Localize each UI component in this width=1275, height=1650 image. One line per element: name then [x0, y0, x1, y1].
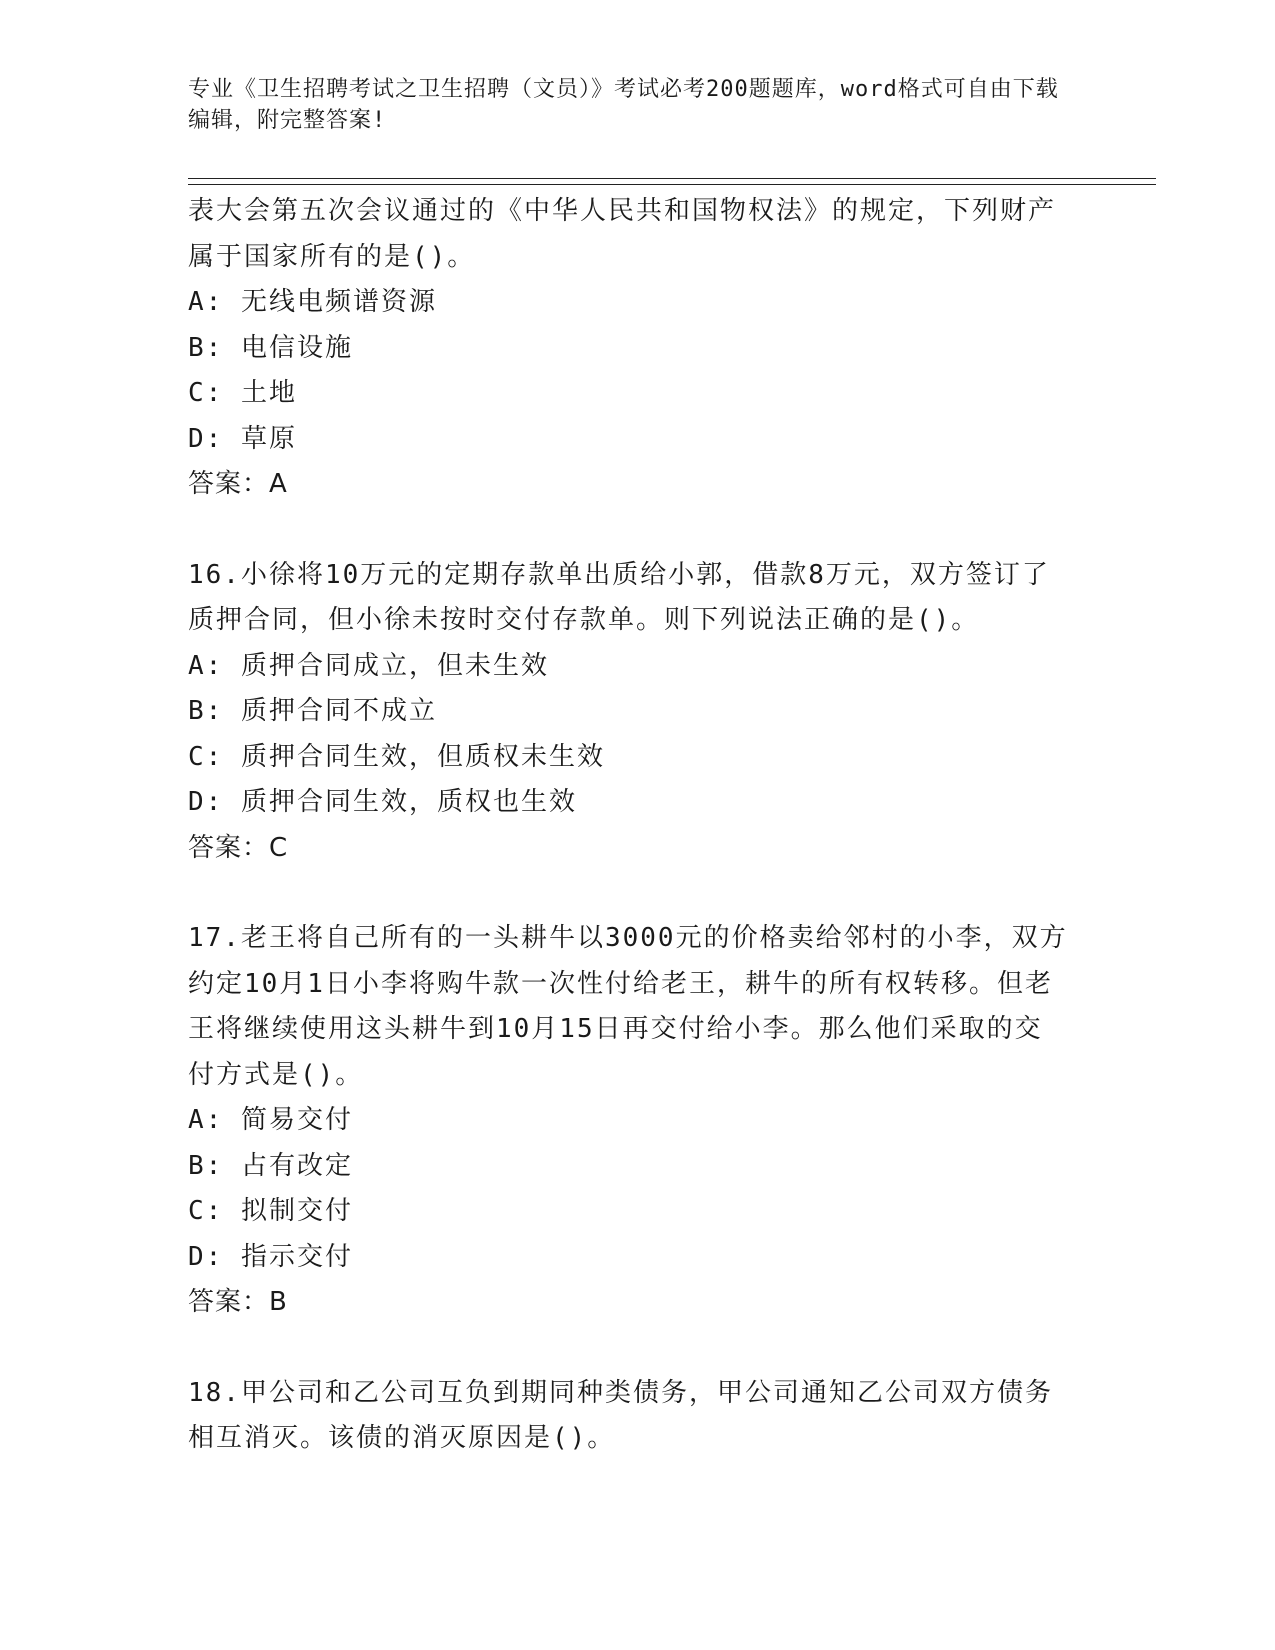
spacer	[188, 508, 1068, 553]
answer-line	[188, 462, 1068, 508]
question-stem: 18.甲公司和乙公司互负到期同种类债务，甲公司通知乙公司双方债务相互消灭。该债的消灭原因是()。	[188, 1377, 1053, 1453]
option-b: B: 质押合同不成立	[188, 696, 437, 726]
option-b: B: 占有改定	[188, 1150, 353, 1181]
question-block	[188, 553, 1068, 872]
option-d: D: 质押合同生效，质权也生效	[188, 787, 577, 817]
question-stem: 16.小徐将10万元的定期存款单出质给小郭，借款8万元，双方签订了质押合同，但小徐未按时交付存款单。则下列说法正确的是()。	[188, 559, 1050, 635]
option-a: A: 简易交付	[188, 1105, 353, 1135]
option-d: D: 草原	[188, 423, 297, 454]
spacer	[188, 1326, 1068, 1371]
option-c: C: 拟制交付	[188, 1196, 353, 1226]
question-block	[188, 916, 1068, 1326]
spacer	[188, 871, 1068, 916]
answer-value: C	[269, 832, 289, 863]
option-a: A: 无线电频谱资源	[188, 287, 437, 317]
option-c: C: 土地	[188, 378, 297, 408]
page-header: 专业《卫生招聘考试之卫生招聘（文员）》考试必考200题题库，word格式可自由下载编辑，附完整答案!	[188, 77, 1059, 133]
question-block	[188, 189, 1068, 508]
header-rule-bottom	[188, 184, 1156, 185]
answer-line	[188, 826, 1068, 872]
option-c: C: 质押合同生效，但质权未生效	[188, 741, 605, 772]
answer-value: A	[269, 469, 288, 499]
question-stem: 17.老王将自己所有的一头耕牛以3000元的价格卖给邻村的小李，双方约定10月1日小李将购牛款一次性付给老王，耕牛的所有权转移。但老王将继续使用这头耕牛到10月15日再交付给小李。那么他们采取的交付方式是()。	[188, 923, 1068, 1090]
option-a: A: 质押合同成立，但未生效	[188, 650, 549, 681]
answer-label: 答案：	[188, 469, 270, 499]
question-stem: 表大会第五次会议通过的《中华人民共和国物权法》的规定，下列财产属于国家所有的是()。	[188, 196, 1057, 272]
option-b: B: 电信设施	[188, 332, 353, 363]
option-d: D: 指示交付	[188, 1241, 353, 1272]
question-list	[188, 189, 1068, 1462]
answer-label: 答案：	[188, 1287, 270, 1317]
answer-value: B	[269, 1287, 288, 1317]
header-rule-top	[188, 178, 1156, 179]
answer-line	[188, 1280, 1068, 1326]
answer-label: 答案：	[188, 832, 270, 863]
question-block	[188, 1371, 1068, 1462]
